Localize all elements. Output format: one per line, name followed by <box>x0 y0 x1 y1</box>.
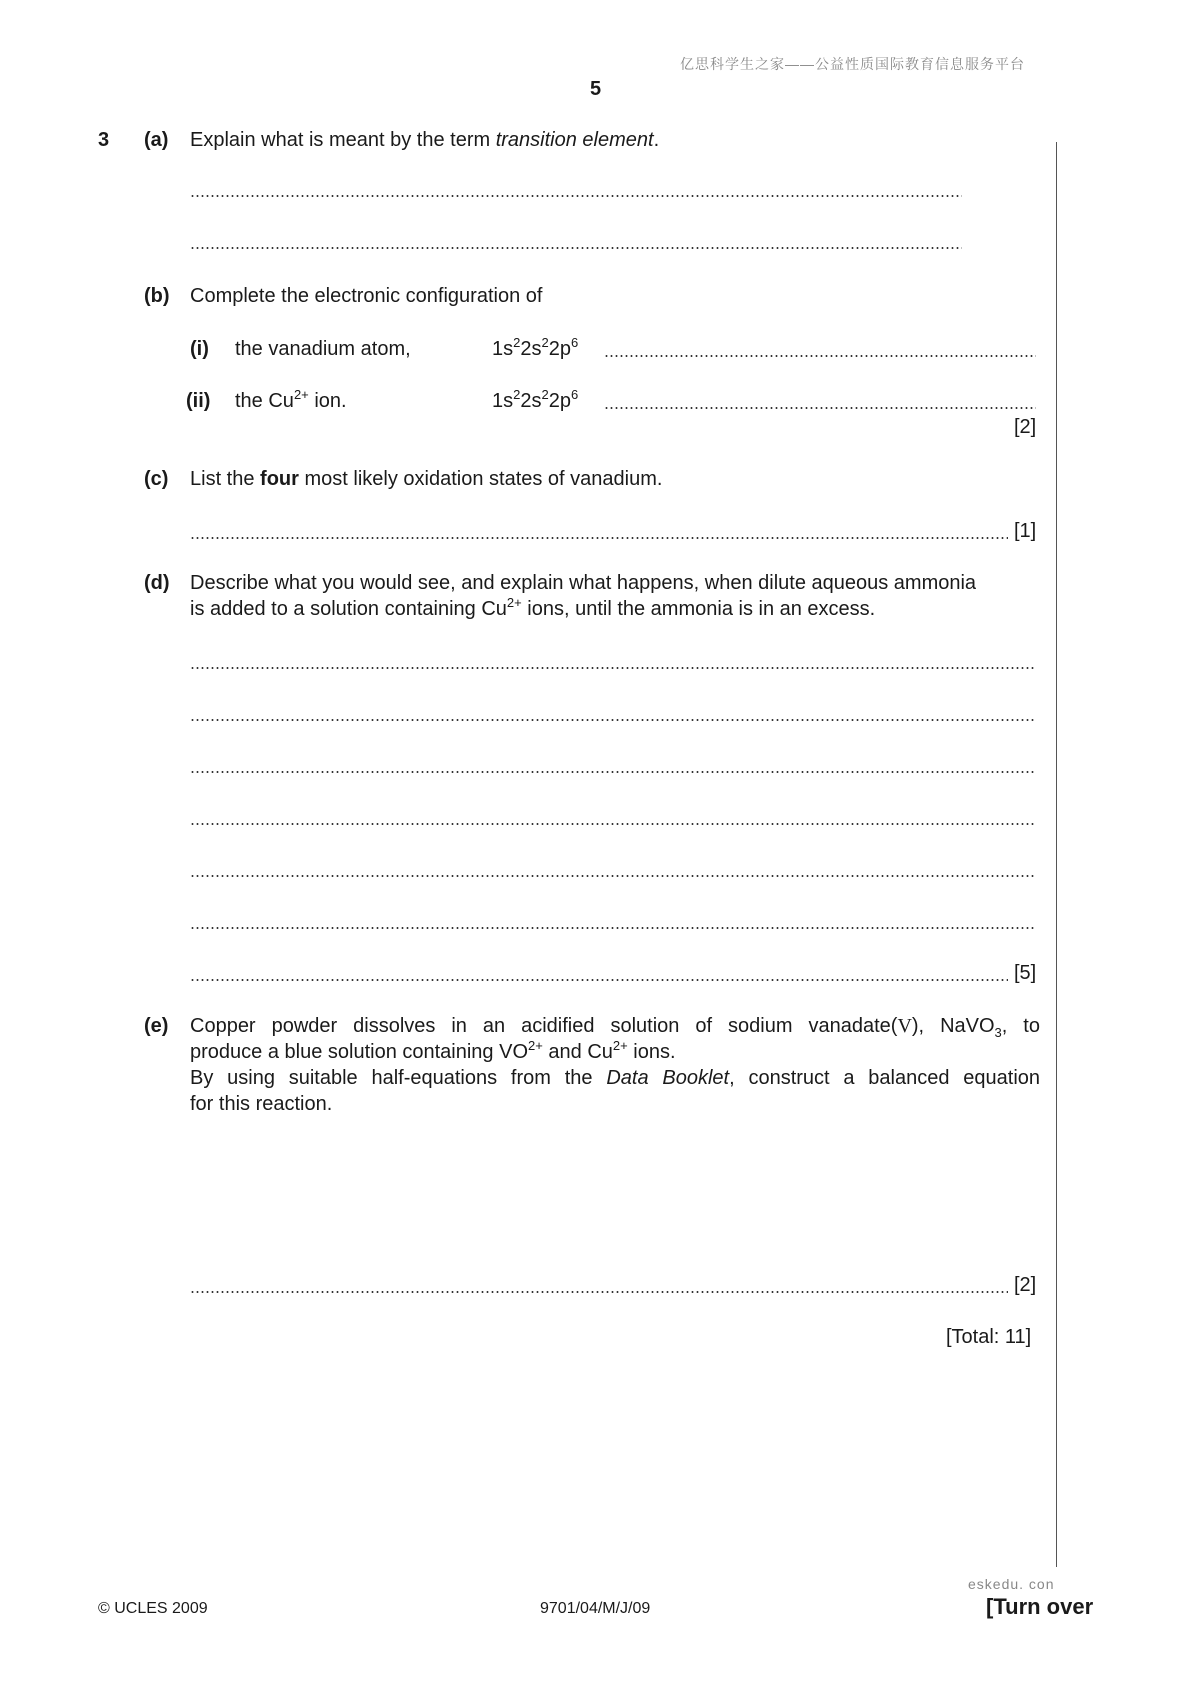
part-e-line-4: for this reaction. <box>190 1093 333 1115</box>
part-b-prompt: Complete the electronic configuration of <box>190 285 543 307</box>
answer-line-e[interactable] <box>190 1290 1008 1294</box>
page-number: 5 <box>590 78 602 100</box>
part-b-i-text: the vanadium atom, <box>235 338 411 360</box>
part-c-marks: [1] <box>1014 520 1037 542</box>
part-a-term: transition element <box>495 129 654 151</box>
answer-line-d-7[interactable] <box>190 978 1008 982</box>
answer-line-c[interactable] <box>190 536 1008 540</box>
part-b-ii-label: (ii) <box>186 390 211 412</box>
part-e-line-2: produce a blue solution containing $VO^{2+}$ and $Cu^{2+}$ ions. <box>190 1038 676 1063</box>
answer-line-d-6[interactable] <box>190 926 1036 930</box>
total-marks: [Total: 11] <box>946 1326 1032 1348</box>
footer-copyright: © UCLES 2009 <box>98 1600 208 1617</box>
header-watermark: 亿思科学生之家——公益性质国际教育信息服务平台 <box>680 56 1025 72</box>
question-number: 3 <box>98 129 110 151</box>
answer-line-d-5[interactable] <box>190 874 1036 878</box>
footer-site-watermark: eskedu. con <box>968 1576 1055 1592</box>
part-e-marks: [2] <box>1014 1274 1037 1296</box>
part-c-prompt: List the four most likely oxidation states of vanadium. <box>190 468 663 490</box>
footer-paper-code: 9701/04/M/J/09 <box>540 1600 651 1617</box>
answer-line-d-3[interactable] <box>190 770 1036 774</box>
part-b-ii-config: $1s^22s^22p^6$ <box>492 387 579 412</box>
part-d-line-1: Describe what you would see, and explain what happens, when dilute aqueous ammonia <box>190 572 977 594</box>
part-e-line-1: Copper powder dissolves in an acidified solution of sodium vanadate(V), NaVO$_3$, to <box>190 1015 1040 1040</box>
answer-line-b-ii[interactable] <box>604 406 1036 410</box>
answer-line-d-2[interactable] <box>190 718 1036 722</box>
part-b-ii-text: the $Cu^{2+}$ ion. <box>235 387 347 412</box>
part-c-label: (c) <box>144 468 169 490</box>
answer-line-a-2[interactable] <box>190 246 962 250</box>
part-d-line-2: is added to a solution containing $Cu^{2+}$ ions, until the ammonia is in an excess. <box>190 595 876 620</box>
part-b-i-label: (i) <box>190 338 209 360</box>
part-b-label: (b) <box>144 285 170 307</box>
answer-line-a-1[interactable] <box>190 194 962 198</box>
part-b-i-config: $1s^22s^22p^6$ <box>492 335 579 360</box>
margin-rule <box>1056 142 1057 1567</box>
part-d-label: (d) <box>144 572 170 594</box>
answer-line-d-4[interactable] <box>190 822 1036 826</box>
part-b-marks: [2] <box>1014 416 1037 438</box>
part-a-prompt: Explain what is meant by the term transition element. <box>190 129 660 151</box>
answer-line-b-i[interactable] <box>604 354 1036 358</box>
part-a-label: (a) <box>144 129 169 151</box>
footer-turn-over: [Turn over <box>986 1594 1094 1619</box>
part-d-marks: [5] <box>1014 962 1037 984</box>
answer-line-d-1[interactable] <box>190 666 1036 670</box>
part-e-line-3: By using suitable half-equations from the Data Booklet, construct a balanced equation <box>190 1067 1041 1089</box>
part-e-label: (e) <box>144 1015 169 1037</box>
